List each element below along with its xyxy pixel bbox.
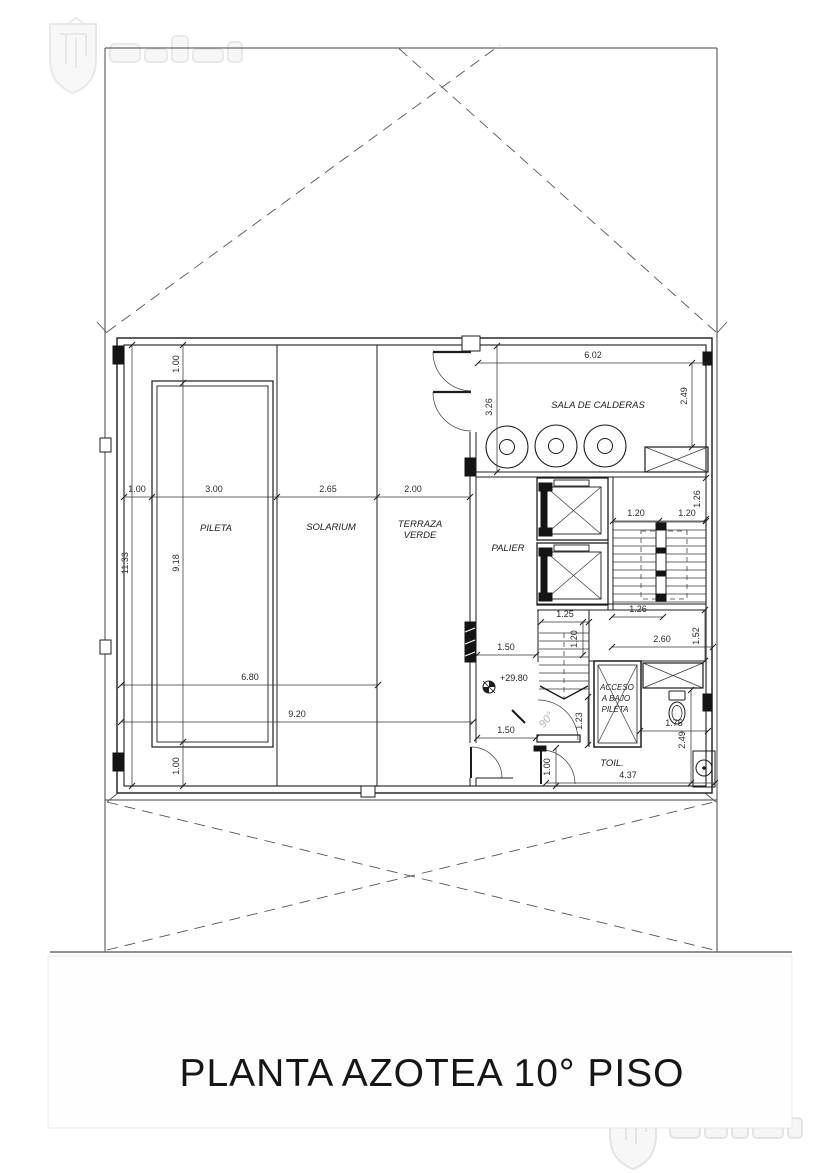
room-label-palier: PALIER xyxy=(491,543,525,554)
dim-pool-width: 3.00 xyxy=(205,484,223,494)
dim-calderas-left: 3.26 xyxy=(484,398,494,416)
vent-shaft-sala xyxy=(645,447,708,472)
room-label-solarium: SOLARIUM xyxy=(306,522,356,533)
dim-deck-length: 6.80 xyxy=(241,672,259,682)
dim-total-depth: 11.33 xyxy=(120,552,130,574)
dim-door-width: 1.00 xyxy=(542,758,552,776)
dimension-labels xyxy=(120,350,702,780)
double-door xyxy=(433,336,480,431)
svg-text:VERDE: VERDE xyxy=(403,530,437,541)
door-toil-entry xyxy=(534,746,575,784)
dim-stair-bottom: 1.26 xyxy=(629,604,647,614)
dim-stair-upper-right: 1.26 xyxy=(692,490,702,508)
room-label-terraza-verde: TERRAZA xyxy=(397,519,443,530)
dim-wc-width: 1.75 xyxy=(665,718,683,728)
dim-palier-bottom: 1.50 xyxy=(497,725,515,735)
dim-calderas-right: 2.49 xyxy=(679,387,689,405)
sheet-title: PLANTA AZOTEA 10° PISO xyxy=(179,1052,685,1095)
elevator-shaft-2 xyxy=(537,543,608,605)
dim-toil-width: 4.37 xyxy=(619,770,637,780)
dim-stair-lower-height: 1.23 xyxy=(574,712,584,730)
level-marker-icon xyxy=(483,681,495,693)
svg-text:A BAJO: A BAJO xyxy=(601,694,631,703)
dim-pool-bottom-offset: 1.00 xyxy=(171,757,181,775)
dim-stair-lower-drop: 1.20 xyxy=(569,630,579,648)
room-label-sala-de-calderas: SALA DE CALDERAS xyxy=(551,400,645,411)
dim-stair-run-left: 1.20 xyxy=(627,508,645,518)
dim-stair-lower-width: 1.25 xyxy=(556,609,574,619)
dim-calderas-width: 6.02 xyxy=(584,350,602,360)
dim-deck-total: 9.20 xyxy=(288,709,306,719)
stair-upper xyxy=(613,522,706,602)
stair-lower xyxy=(539,633,589,699)
room-label-pileta: PILETA xyxy=(199,523,233,534)
dim-solarium-width: 2.65 xyxy=(319,484,337,494)
dim-left-offset: 1.00 xyxy=(128,484,146,494)
door-angle-annotation: 90° xyxy=(536,709,557,731)
level-annotation: +29.80 xyxy=(500,673,528,683)
dim-toil-right: 2.49 xyxy=(677,731,687,749)
dim-pool-top-offset: 1.00 xyxy=(171,355,181,373)
boiler-circles xyxy=(486,425,626,468)
room-label-acceso: ACCESO xyxy=(600,683,634,692)
room-label-toilette: TOIL. xyxy=(600,758,624,769)
roof-projection-dashed-lines xyxy=(107,45,716,950)
vent-shaft-toil xyxy=(643,663,703,688)
dim-toil-top: 2.60 xyxy=(653,634,671,644)
svg-text:PILETA: PILETA xyxy=(601,705,629,714)
dim-palier-top: 1.50 xyxy=(497,642,515,652)
dim-pool-length: 9.18 xyxy=(171,554,181,572)
acceso-bajo-pileta-box xyxy=(594,661,641,747)
elevator-shaft-1 xyxy=(537,478,608,540)
site-boundary xyxy=(50,48,792,952)
dim-terraza-width: 2.00 xyxy=(404,484,422,494)
dim-stair-run-right: 1.20 xyxy=(678,508,696,518)
dim-shaft-right: 1.52 xyxy=(691,627,701,645)
title-block xyxy=(48,956,792,1128)
door-palier-west xyxy=(471,747,502,778)
watermark-top-left xyxy=(50,18,242,93)
